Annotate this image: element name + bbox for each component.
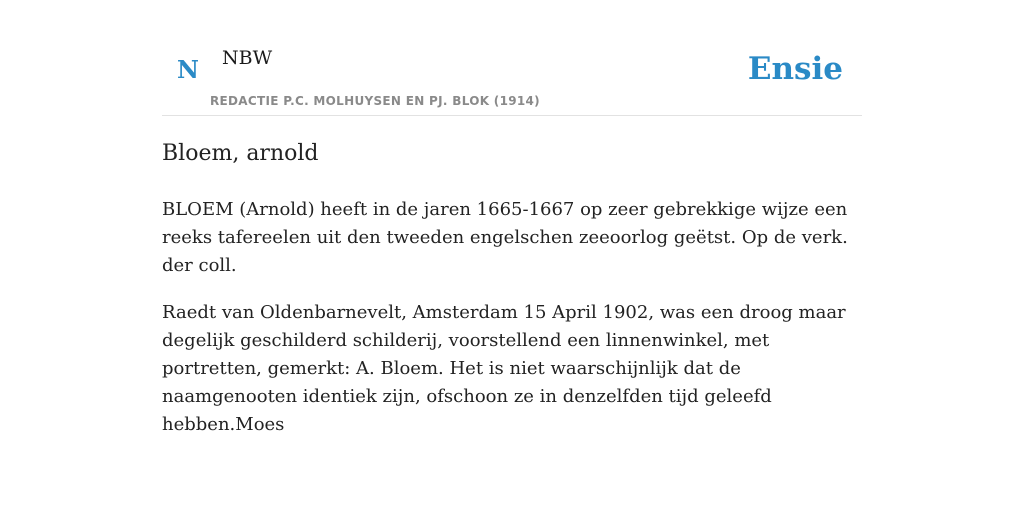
source-header [162,0,862,116]
source-logo-link[interactable]: N [177,55,199,84]
source-editors: REDACTIE P.C. MOLHUYSEN EN PJ. BLOK (1914) [210,94,540,108]
article-title: Bloem, arnold [162,141,319,166]
article-paragraph: BLOEM (Arnold) heeft in de jaren 1665-1667 op zeer gebrekkige wijze een reeks tafereelen uit den tweeden engelschen zeeoorlog geëtst. Op de verk. der coll. [162,199,848,276]
article-paragraph: Raedt van Oldenbarnevelt, Amsterdam 15 April 1902, was een droog maar degelijk geschilderd schilderij, voorstellend een linnenwinkel, met portretten, gemerkt: A. Bloem. Het is niet waarschijnlijk dat de naamgenooten identiek zijn, ofschoon ze in denzelfden tijd geleefd hebben.Moes [162,302,846,435]
article [162,136,862,458]
ensie-brand-link[interactable]: Ensie [747,51,843,87]
source-name: NBW [222,47,273,69]
